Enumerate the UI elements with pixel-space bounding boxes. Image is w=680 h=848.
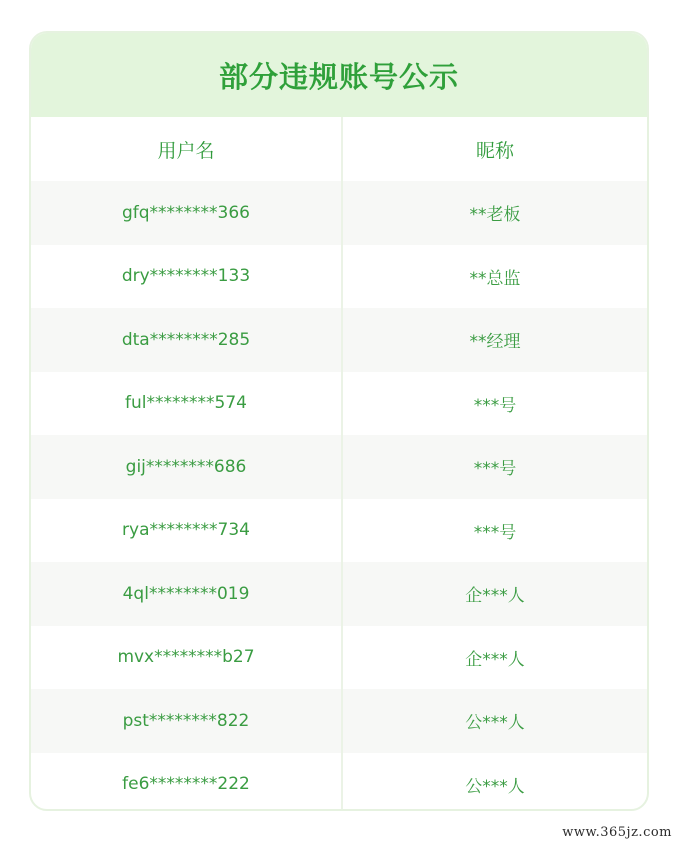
table-row (31, 245, 647, 309)
username-cell: ful********574 (125, 393, 247, 414)
username-cell: rya********734 (122, 520, 250, 541)
username-cell: 4ql********019 (122, 583, 250, 604)
site-watermark: www.365jz.com (562, 825, 672, 840)
nickname-cell: 企***人 (465, 649, 525, 670)
username-cell: mvx********b27 (117, 647, 255, 668)
nickname-cell: 公***人 (465, 776, 525, 797)
violation-accounts-card (29, 31, 649, 811)
column-divider (341, 117, 343, 811)
table-row (31, 181, 647, 245)
nickname-cell: **经理 (469, 332, 521, 353)
username-cell: gij********686 (125, 456, 247, 477)
table-header-row (31, 117, 647, 181)
table-row (31, 308, 647, 372)
accounts-table (31, 117, 647, 811)
page-title: 部分违规账号公示 (218, 59, 459, 94)
table-row (31, 753, 647, 812)
table-row (31, 435, 647, 499)
table-row (31, 499, 647, 563)
table-row (31, 689, 647, 753)
table-row (31, 372, 647, 436)
card-header (31, 33, 647, 117)
nickname-cell: ***号 (473, 459, 517, 480)
nickname-cell: ***号 (473, 522, 517, 543)
table-row (31, 626, 647, 690)
nickname-cell: **老板 (469, 205, 521, 226)
username-cell: dry********133 (121, 266, 251, 287)
nickname-cell: **总监 (469, 268, 521, 289)
nickname-cell: 公***人 (465, 713, 525, 734)
column-header-nickname: 昵称 (475, 139, 514, 162)
column-header-username: 用户名 (157, 139, 215, 162)
table-row (31, 562, 647, 626)
username-cell: dta********285 (121, 329, 251, 350)
username-cell: fe6********222 (122, 774, 250, 795)
username-cell: gfq********366 (121, 202, 250, 223)
nickname-cell: 企***人 (465, 586, 525, 607)
username-cell: pst********822 (122, 710, 250, 731)
nickname-cell: ***号 (473, 395, 517, 416)
